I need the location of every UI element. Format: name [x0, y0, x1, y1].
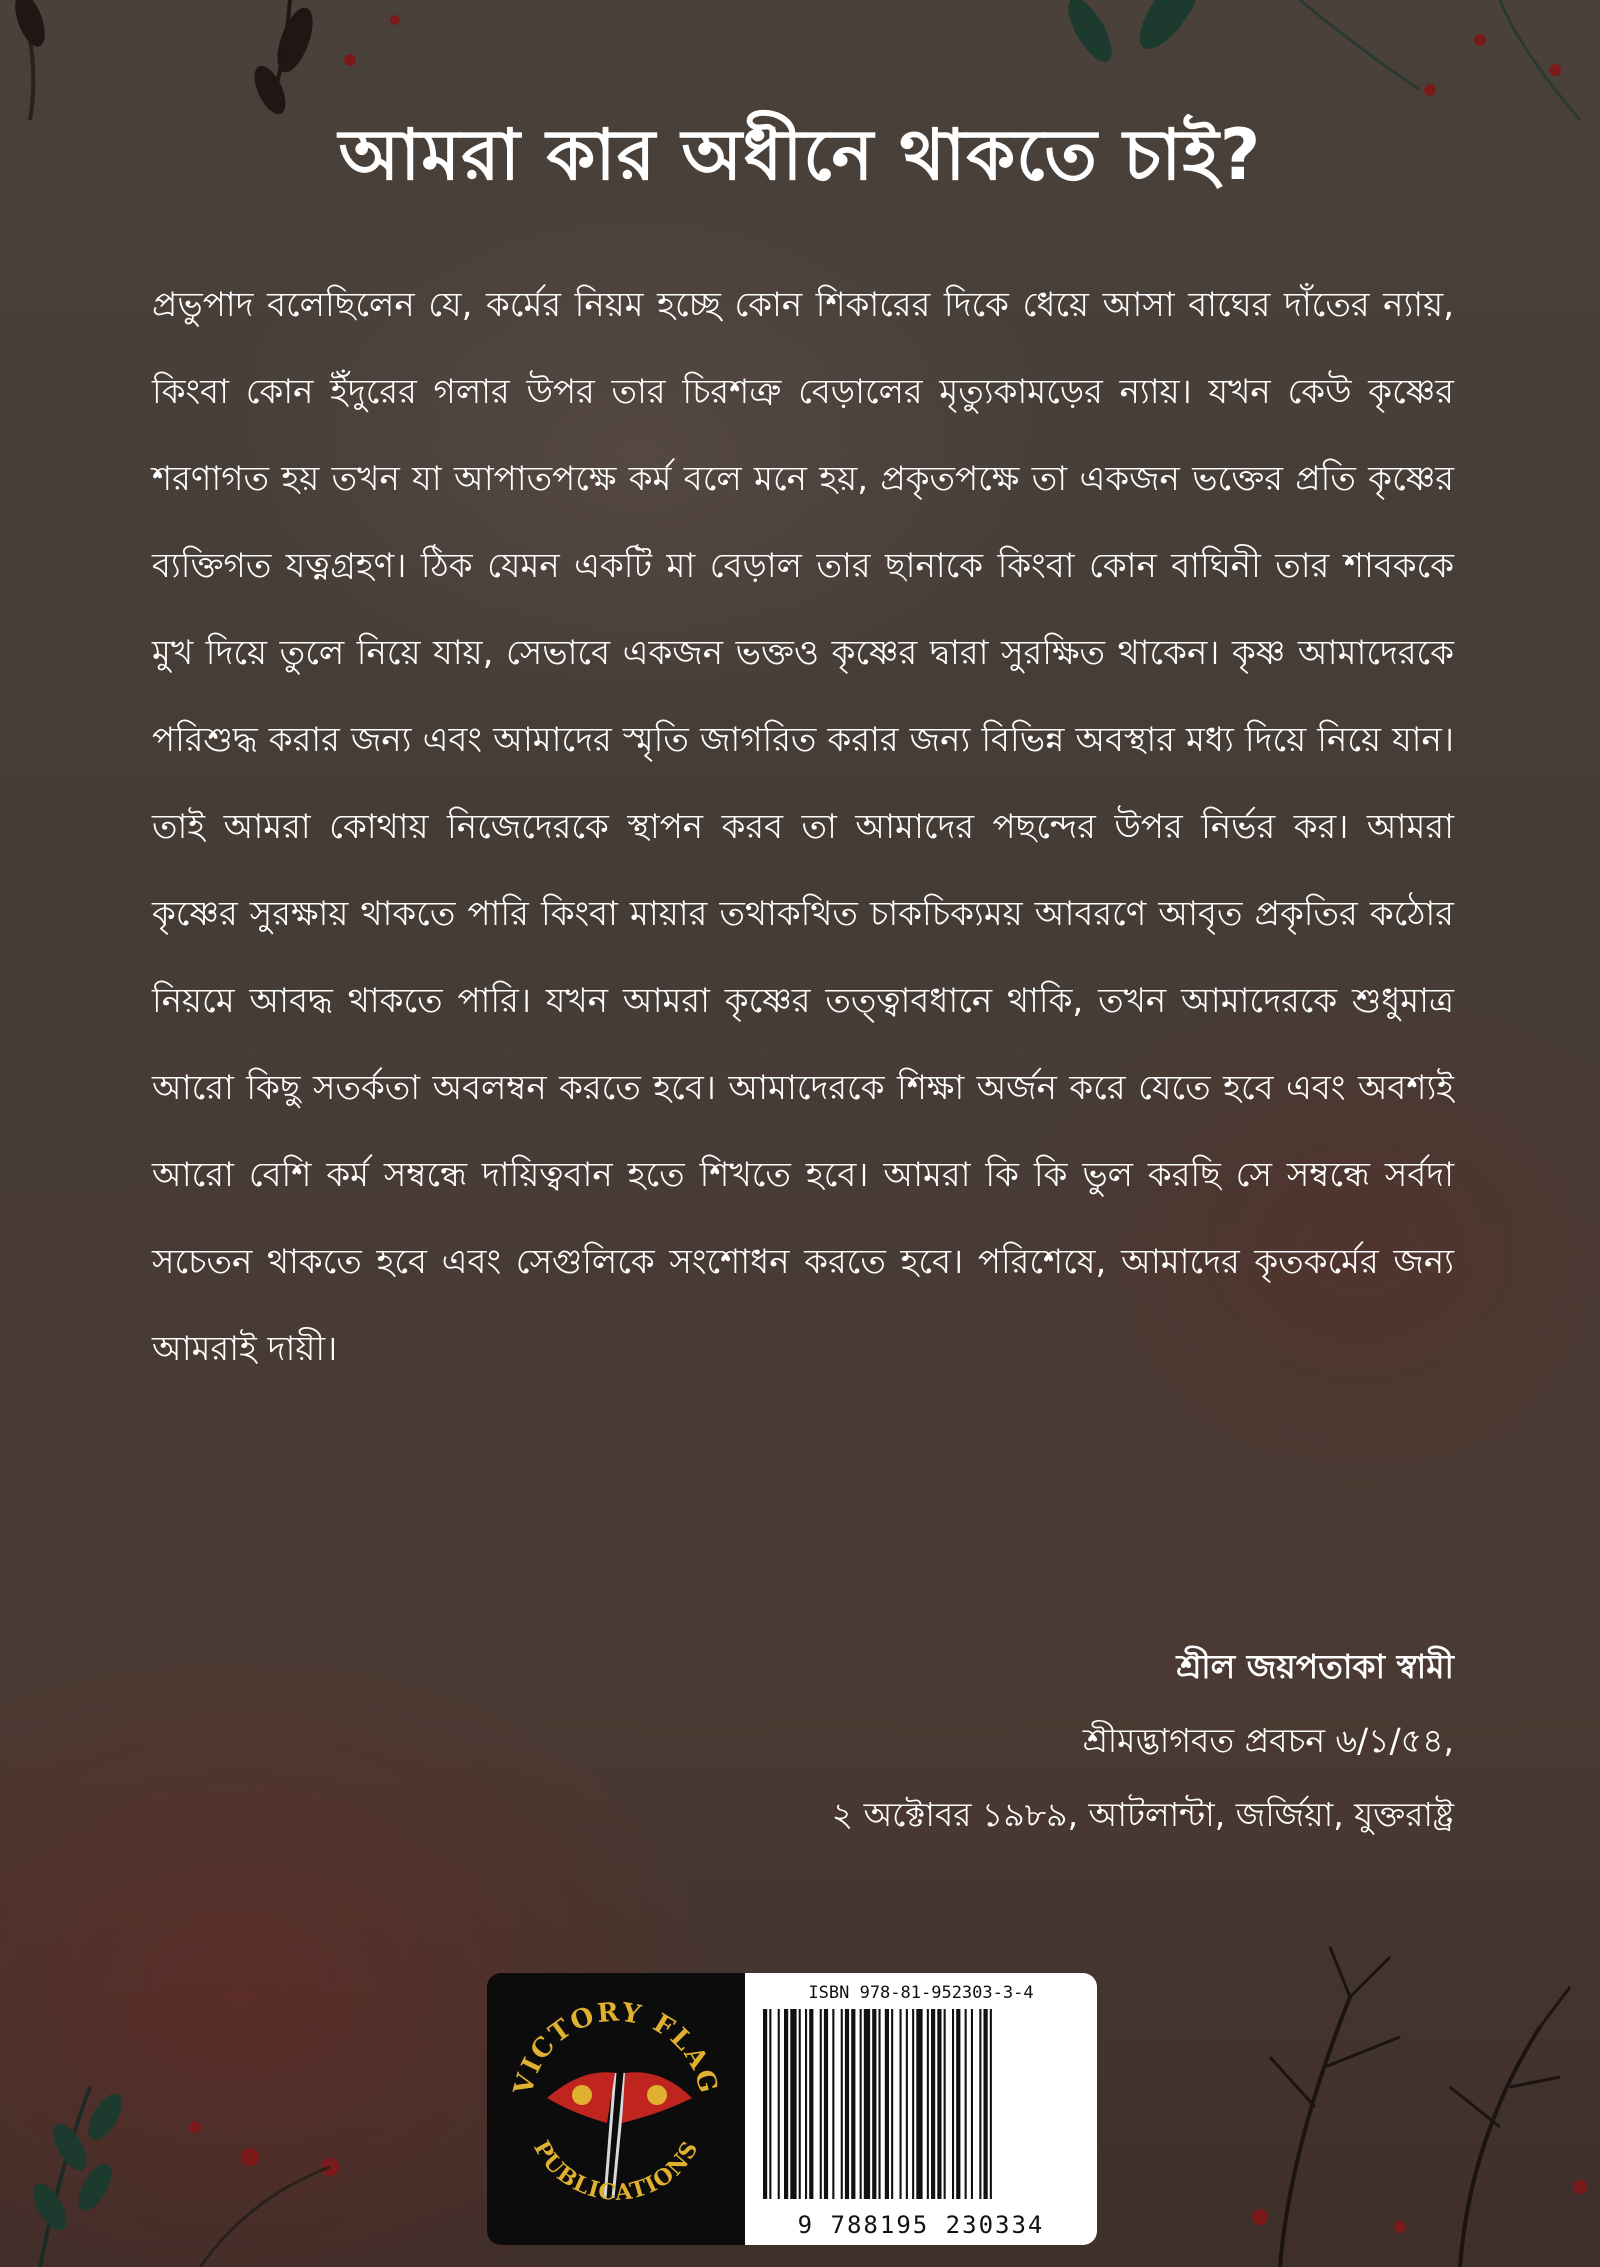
barcode-bar	[900, 2009, 902, 2199]
attribution-author: শ্রীল জয়পতাকা স্বামী	[1176, 1647, 1454, 1686]
barcode-bars	[759, 2009, 1079, 2199]
barcode-bar	[860, 2009, 862, 2199]
victory-flag-logo-icon	[487, 1973, 745, 2245]
barcode-bar	[956, 2009, 960, 2199]
attribution-source-line-2: ২ অক্টোবর ১৯৮৯, আটলান্টা, জর্জিয়া, যুক্তরাষ্ট্র	[831, 1795, 1454, 1834]
barcode-bar	[912, 2009, 914, 2199]
barcode-bar	[864, 2009, 870, 2199]
barcode-bar	[990, 2009, 992, 2199]
isbn-barcode	[745, 1973, 1097, 2245]
barcode-bar	[841, 2009, 843, 2199]
barcode-bar	[845, 2009, 849, 2199]
barcode-bar	[971, 2009, 973, 2199]
isbn-label: ISBN 978-81-952303-3-4	[808, 1983, 1034, 2003]
barcode-bar	[927, 2009, 929, 2199]
barcode-bar	[906, 2009, 908, 2199]
barcode-bar	[778, 2009, 780, 2199]
publisher-logo	[487, 1973, 745, 2245]
barcode-bar	[820, 2009, 822, 2199]
barcode-digits: 9 788195 230334	[797, 2211, 1045, 2239]
logo-text-top: VICTORY FLAG	[508, 1997, 724, 2098]
barcode-bar	[937, 2009, 941, 2199]
barcode-bar	[891, 2009, 893, 2199]
barcode-bar	[952, 2009, 954, 2199]
barcode-bar	[984, 2009, 988, 2199]
barcode-bar	[965, 2009, 967, 2199]
bottom-left-leaves-decoration	[0, 1967, 460, 2267]
barcode-bar	[879, 2009, 881, 2199]
barcode-bar	[885, 2009, 889, 2199]
barcode-bar	[916, 2009, 922, 2199]
barcode-bar	[809, 2009, 813, 2199]
barcode-bar	[979, 2009, 981, 2199]
barcode-bar	[824, 2009, 828, 2199]
barcode-bar	[872, 2009, 876, 2199]
barcode-bar	[799, 2009, 801, 2199]
barcode-bar	[769, 2009, 771, 2199]
barcode-bar	[931, 2009, 935, 2199]
barcode-bar	[790, 2009, 796, 2199]
barcode-bar	[944, 2009, 946, 2199]
imprint-box	[487, 1973, 1097, 2245]
bottom-right-branches-decoration	[1100, 1887, 1600, 2267]
barcode-bar	[784, 2009, 788, 2199]
logo-text-bottom: PUBLICATIONS	[528, 2136, 704, 2207]
svg-text:VICTORY FLAG	[508, 1997, 723, 2098]
attribution-source-line-1: শ্রীমদ্ভাগবত প্রবচন ৬/১/৫৪,	[1082, 1721, 1454, 1760]
attribution-block	[554, 1630, 1454, 1852]
barcode-bar	[763, 2009, 767, 2199]
body-paragraph: প্রভুপাদ বলেছিলেন যে, কর্মের নিয়ম হচ্ছে কোন শিকারের দিকে ধেয়ে আসা বাঘের দাঁতের ন্যায়, কিংবা কোন ইঁদুরের গলার উপর তার চিরশত্রু বেড়ালের মৃত্যুকামড়ের ন্যায়। যখন কেউ কৃষ্ণের শরণাগত হয় তখন যা আপাতপক্ষে কর্ম বলে মনে হয়, প্রকৃতপক্ষে তা একজন ভক্তের প্রতি কৃষ্ণের ব্যক্তিগত যত্নগ্রহণ। ঠিক যেমন একটি মা বেড়াল তার ছানাকে কিংবা কোন বাঘিনী তার শাবককে মুখ দিয়ে তুলে নিয়ে যায়, সেভাবে একজন ভক্তও কৃষ্ণের দ্বারা সুরক্ষিত থাকেন। কৃষ্ণ আমাদেরকে পরিশুদ্ধ করার জন্য এবং আমাদের স্মৃতি জাগরিত করার জন্য বিভিন্ন অবস্থার মধ্য দিয়ে নিয়ে যান। তাই আমরা কোথায় নিজেদেরকে স্থাপন করব তা আমাদের পছন্দের উপর নির্ভর কর। আমরা কৃষ্ণের সুরক্ষায় থাকতে পারি কিংবা মায়ার তথাকথিত চাকচিক্যময় আবরণে আবৃত প্রকৃতির কঠোর নিয়মে আবদ্ধ থাকতে পারি। যখন আমরা কৃষ্ণের তত্ত্বাবধানে থাকি, তখন আমাদেরকে শুধুমাত্র আরো কিছু সতর্কতা অবলম্বন করতে হবে। আমাদেরকে শিক্ষা অর্জন করে যেতে হবে এবং অবশ্যই আরো বেশি কর্ম সম্বন্ধে দায়িত্ববান হতে শিখতে হবে। আমরা কি কি ভুল করছি সে সম্বন্ধে সর্বদা সচেতন থাকতে হবে এবং সেগুলিকে সংশোধন করতে হবে। পরিশেষে, আমাদের কৃতকর্মের জন্য আমরাই দায়ী।	[152, 285, 1454, 1369]
barcode-bar	[805, 2009, 807, 2199]
barcode-bar	[851, 2009, 855, 2199]
barcode-bar	[832, 2009, 834, 2199]
page-title: আমরা কার অধীনে থাকতে চাই?	[338, 114, 1262, 196]
